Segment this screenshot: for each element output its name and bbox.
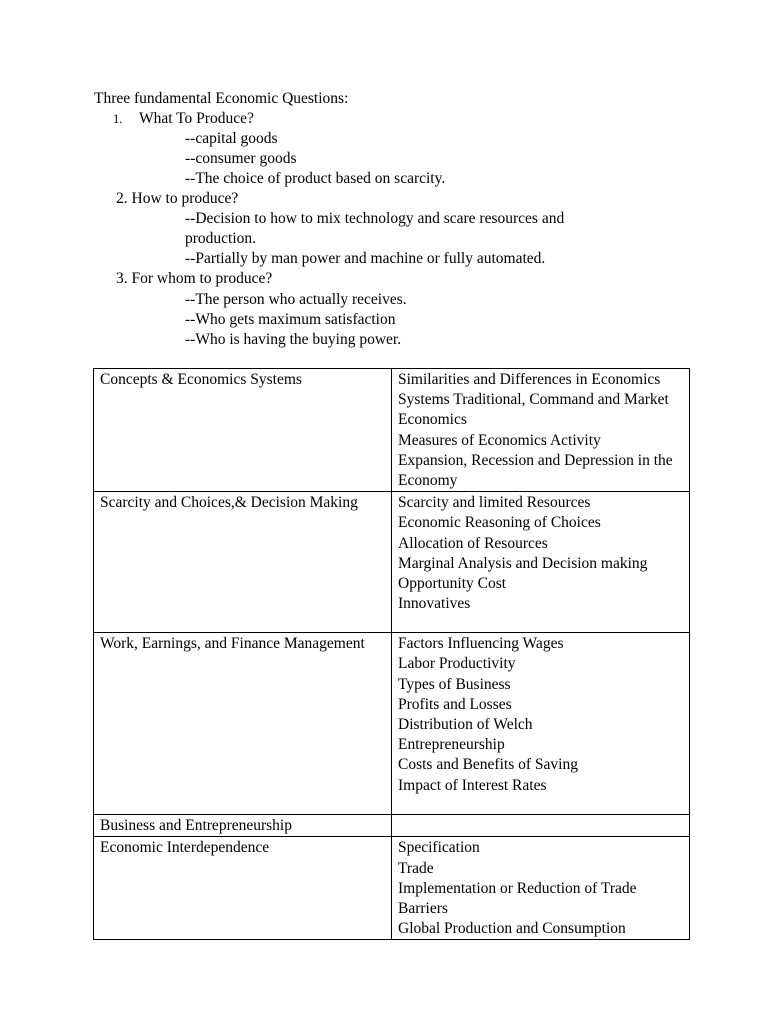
concept-cell: Business and Entrepreneurship [94, 815, 392, 837]
topics-table [93, 368, 690, 940]
table-row [94, 492, 690, 633]
topic-line: Scarcity and limited Resources [398, 494, 591, 512]
topic-line: Implementation or Reduction of Trade Barriers [398, 879, 637, 918]
topic-line: Types of Business [398, 675, 511, 693]
question-1-item-3: --The choice of product based on scarcity. [185, 170, 446, 187]
topic-line: Economic Reasoning of Choices [398, 514, 601, 532]
topic-line: Profits and Losses [398, 695, 512, 713]
topic-line: Opportunity Cost [398, 575, 507, 593]
topic-line: Impact of Interest Rates [398, 776, 547, 794]
topic-line: Global Production and Consumption [398, 920, 626, 938]
table-row [94, 837, 690, 940]
topic-line: Expansion, Recession and Depression in the Economy [398, 451, 673, 490]
question-3-item-2: --Who gets maximum satisfaction [185, 311, 396, 328]
topic-line: Costs and Benefits of Saving [398, 756, 578, 774]
topic-line: Entrepreneurship [398, 736, 505, 754]
question-3-title [116, 269, 272, 289]
topics-cell [392, 492, 690, 633]
question-3-text: For whom to produce? [131, 270, 273, 287]
document-heading: Three fundamental Economic Questions: [94, 90, 349, 107]
topic-line: Specification [398, 839, 480, 857]
question-3-number: 3. [116, 270, 128, 287]
concept-cell: Concepts & Economics Systems [94, 369, 392, 492]
question-1-number: 1. [113, 112, 123, 126]
topics-cell [392, 633, 690, 815]
table-row [94, 815, 690, 837]
topic-line: Measures of Economics Activity [398, 431, 601, 449]
question-1-text: What To Produce? [139, 110, 254, 127]
question-1-title [113, 109, 254, 129]
topic-line: Allocation of Resources [398, 534, 548, 552]
topic-line: Innovatives [398, 595, 471, 613]
topic-line: Factors Influencing Wages [398, 635, 564, 653]
question-3-item-1: --The person who actually receives. [185, 291, 407, 308]
concept-cell: Scarcity and Choices,& Decision Making [94, 492, 392, 633]
table-row [94, 369, 690, 492]
topics-cell [392, 837, 690, 940]
question-2-title [116, 189, 238, 209]
topics-cell-empty [392, 815, 690, 837]
topic-line: Labor Productivity [398, 655, 516, 673]
topic-line: Trade [398, 859, 434, 877]
table-row [94, 633, 690, 815]
topics-cell [392, 369, 690, 492]
topic-line: Similarities and Differences in Economics Systems Traditional, Command and Market Economics [398, 371, 669, 429]
question-2-text: How to produce? [131, 190, 239, 207]
question-1-item-1: --capital goods [185, 130, 278, 147]
question-2-item-2: --Partially by man power and machine or fully automated. [185, 250, 546, 267]
question-2-item-1: --Decision to how to mix technology and scare resources and production. [185, 210, 565, 247]
question-1-item-2: --consumer goods [185, 150, 297, 167]
topic-line: Marginal Analysis and Decision making [398, 554, 648, 572]
question-3-item-3: --Who is having the buying power. [185, 331, 402, 348]
question-2-number: 2. [116, 190, 128, 207]
concept-cell: Work, Earnings, and Finance Management [94, 633, 392, 815]
concept-cell: Economic Interdependence [94, 837, 392, 940]
topic-line: Distribution of Welch [398, 716, 533, 734]
